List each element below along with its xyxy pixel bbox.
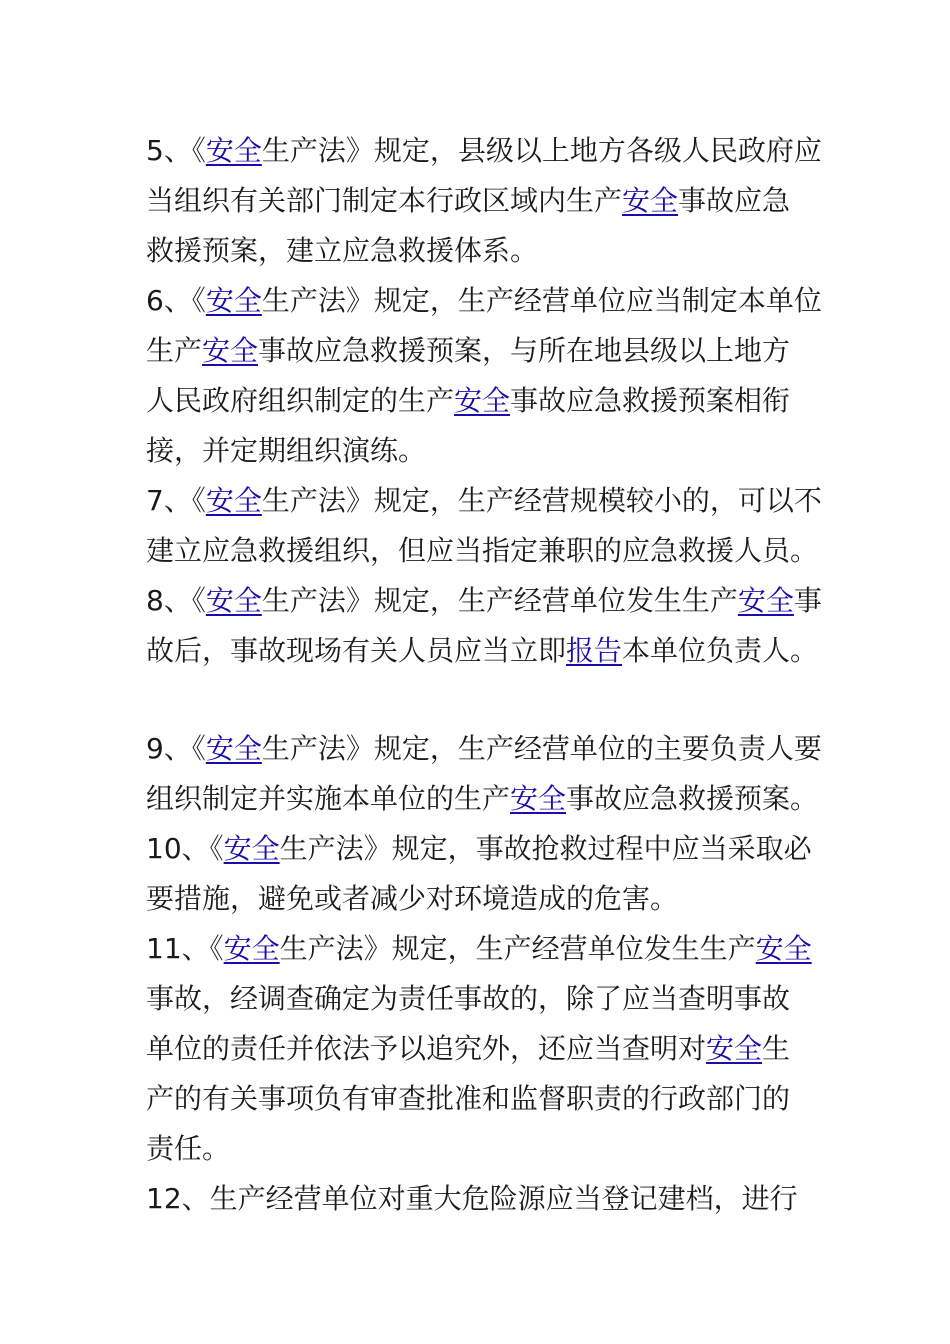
anquan-link[interactable]: 安全 (205, 134, 262, 167)
anquan-link[interactable]: 安全 (205, 732, 262, 765)
text: 生产 (146, 334, 203, 367)
anquan-link[interactable]: 安全 (755, 932, 812, 965)
text: 9、《 (146, 732, 206, 765)
item-7-line-1 (146, 476, 822, 526)
text: 10、《 (146, 832, 224, 865)
text: 生产法》规定，生产经营单位应当制定本单位 (261, 284, 822, 317)
item-6 (146, 276, 822, 476)
document-body (146, 126, 822, 1224)
item-7 (146, 476, 822, 576)
item-7-line-2: 建立应急救援组织，但应当指定兼职的应急救援人员。 (146, 534, 819, 567)
text: 生产法》规定，生产经营单位发生生产 (261, 584, 738, 617)
item-5 (146, 126, 822, 276)
text: 8、《 (146, 584, 206, 617)
text: 生产法》规定，生产经营单位的主要负责人要 (261, 732, 822, 765)
item-12-line-1: 12、生产经营单位对重大危险源应当登记建档，进行 (146, 1182, 798, 1215)
item-11-line-5: 责任。 (146, 1132, 231, 1165)
item-6-line-3 (146, 376, 814, 426)
text: 单位的责任并依法予以追究外，还应当查明对 (146, 1032, 707, 1065)
anquan-link[interactable]: 安全 (205, 584, 262, 617)
item-6-line-1 (146, 276, 822, 326)
paragraph-gap (146, 676, 814, 724)
text: 事故应急救援预案相衔 (510, 384, 791, 417)
anquan-link[interactable]: 安全 (205, 284, 262, 317)
item-8 (146, 576, 822, 676)
anquan-link[interactable]: 安全 (706, 1032, 763, 1065)
anquan-link[interactable]: 安全 (622, 184, 679, 217)
anquan-link[interactable]: 安全 (223, 832, 280, 865)
item-11-line-3 (146, 1024, 814, 1074)
text: 组织制定并实施本单位的生产 (146, 782, 511, 815)
anquan-link[interactable]: 安全 (223, 932, 280, 965)
text: 事故应急 (678, 184, 791, 217)
text: 生产法》规定，事故抢救过程中应当采取必 (279, 832, 812, 865)
text: 故后，事故现场有关人员应当立即 (146, 634, 567, 667)
anquan-link[interactable]: 安全 (737, 584, 794, 617)
item-9-line-1 (146, 724, 822, 774)
item-12 (146, 1174, 814, 1224)
item-5-line-1 (146, 126, 822, 176)
text: 事故应急救援预案。 (566, 782, 819, 815)
baogao-link[interactable]: 报告 (566, 634, 623, 667)
item-8-line-2 (146, 626, 819, 676)
anquan-link[interactable]: 安全 (202, 334, 259, 367)
text: 本单位负责人。 (622, 634, 819, 667)
text: 当组织有关部门制定本行政区域内生产 (146, 184, 623, 217)
item-10-line-1 (146, 824, 814, 874)
text: 11、《 (146, 932, 224, 965)
item-9 (146, 724, 822, 824)
anquan-link[interactable]: 安全 (205, 484, 262, 517)
item-6-line-4: 接，并定期组织演练。 (146, 434, 427, 467)
item-8-line-1 (146, 576, 822, 626)
item-5-line-3: 救援预案，建立应急救援体系。 (146, 234, 539, 267)
text: 事 (793, 584, 822, 617)
item-6-line-2 (146, 326, 814, 376)
anquan-link[interactable]: 安全 (510, 782, 567, 815)
text: 5、《 (146, 134, 206, 167)
item-10-line-2: 要措施，避免或者减少对环境造成的危害。 (146, 882, 679, 915)
item-11-line-2: 事故，经调查确定为责任事故的，除了应当查明事故 (146, 982, 791, 1015)
text: 生产法》规定，县级以上地方各级人民政府应 (261, 134, 822, 167)
text: 人民政府组织制定的生产 (146, 384, 455, 417)
item-11-line-1 (146, 924, 814, 974)
text: 生产法》规定，生产经营单位发生生产 (279, 932, 756, 965)
text: 事故应急救援预案，与所在地县级以上地方 (258, 334, 791, 367)
text: 生 (762, 1032, 791, 1065)
item-9-line-2 (146, 774, 819, 824)
item-11-line-4: 产的有关事项负有审查批准和监督职责的行政部门的 (146, 1082, 791, 1115)
item-10 (146, 824, 814, 924)
text: 7、《 (146, 484, 206, 517)
text: 6、《 (146, 284, 206, 317)
item-11 (146, 924, 814, 1174)
text: 生产法》规定，生产经营规模较小的，可以不 (261, 484, 822, 517)
anquan-link[interactable]: 安全 (454, 384, 511, 417)
item-5-line-2 (146, 176, 814, 226)
